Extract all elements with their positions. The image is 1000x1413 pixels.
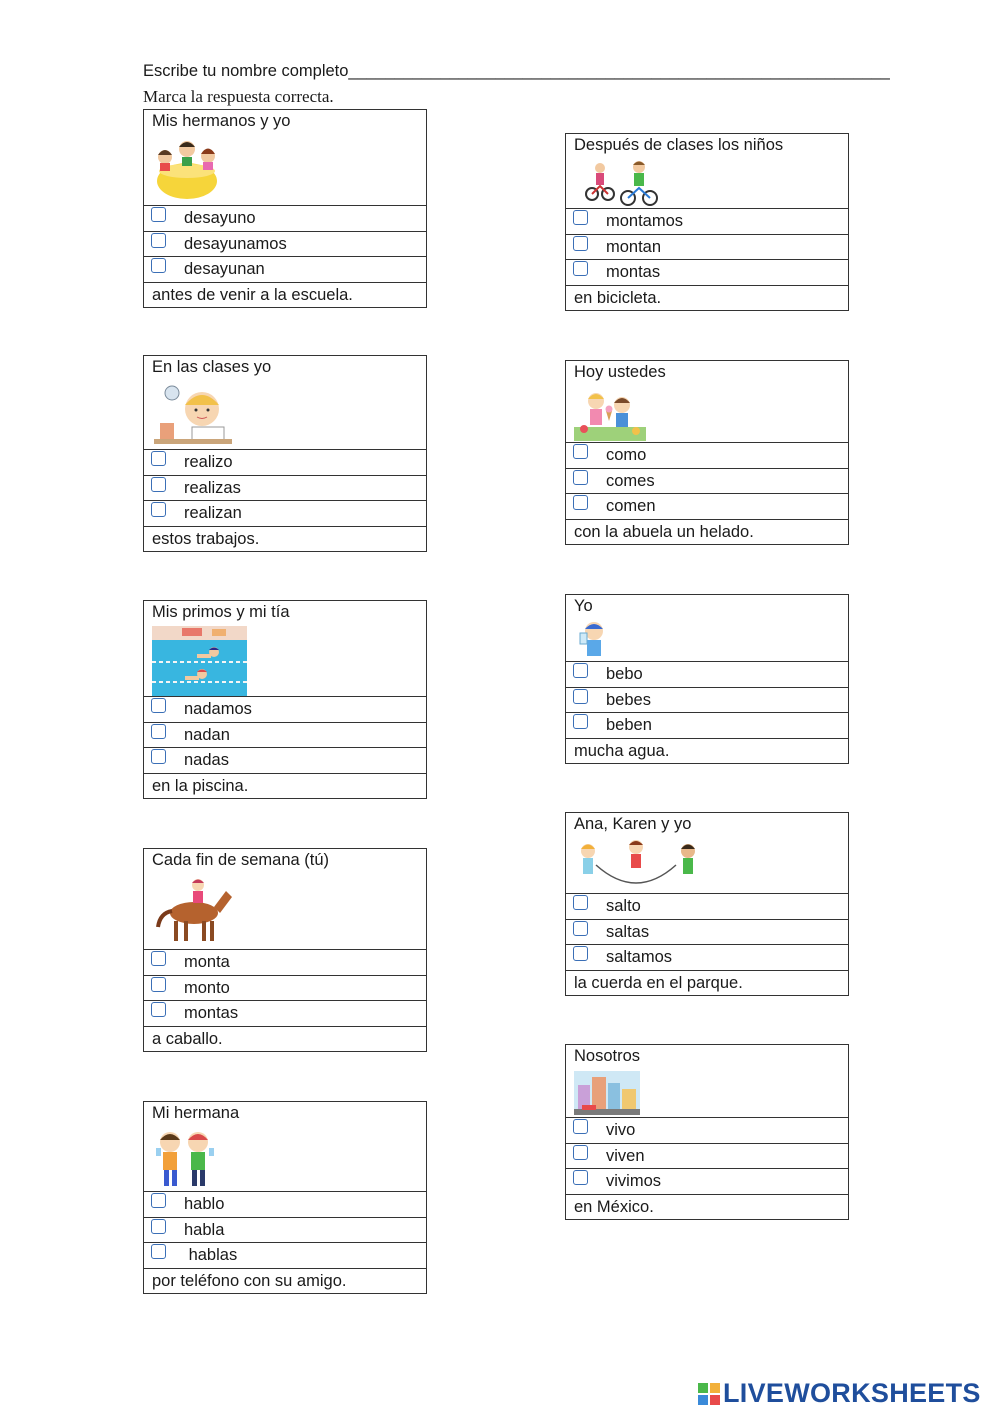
answer-option xyxy=(144,723,426,749)
liveworksheets-logo xyxy=(698,1378,981,1409)
option-label: bebo xyxy=(606,665,643,683)
option-label: nadan xyxy=(184,725,230,744)
option-label: monto xyxy=(184,978,230,997)
option-label: realizan xyxy=(184,504,242,522)
question-subject: Ana, Karen y yo xyxy=(574,815,692,833)
sentence-ending: estos trabajos. xyxy=(152,529,260,548)
answer-checkbox[interactable] xyxy=(573,470,588,485)
option-label: vivimos xyxy=(606,1172,662,1190)
question-box xyxy=(565,360,849,545)
answer-checkbox[interactable] xyxy=(151,477,166,492)
answer-checkbox[interactable] xyxy=(573,261,588,276)
answer-checkbox[interactable] xyxy=(151,977,166,992)
answer-option xyxy=(144,257,426,283)
answer-checkbox[interactable] xyxy=(573,495,588,510)
sentence-ending: a caballo. xyxy=(152,1029,223,1048)
answer-checkbox[interactable] xyxy=(151,1002,166,1017)
answer-checkbox[interactable] xyxy=(151,233,166,248)
answer-option xyxy=(566,260,848,286)
answer-option xyxy=(566,1118,848,1144)
sentence-ending: antes de venir a la escuela. xyxy=(152,285,353,304)
answer-option xyxy=(566,1144,848,1170)
option-label: saltamos xyxy=(606,948,673,966)
question-box xyxy=(143,109,427,308)
question-box xyxy=(565,594,849,764)
answer-option xyxy=(566,713,848,739)
child-writing-picture xyxy=(152,383,234,447)
question-subject: Después de clases los niños xyxy=(574,136,784,154)
option-label: desayuno xyxy=(184,209,256,227)
answer-option xyxy=(144,1218,426,1244)
answer-checkbox[interactable] xyxy=(573,444,588,459)
question-subject: Hoy ustedes xyxy=(574,363,666,381)
question-box xyxy=(143,1101,427,1294)
sentence-ending: con la abuela un helado. xyxy=(574,522,754,541)
option-label: saltas xyxy=(606,922,650,941)
answer-option xyxy=(144,1243,426,1269)
answer-option xyxy=(566,443,848,469)
answer-checkbox[interactable] xyxy=(573,921,588,936)
answer-checkbox[interactable] xyxy=(573,236,588,251)
option-label: habla xyxy=(184,1220,225,1239)
question-subject: Mis hermanos y yo xyxy=(152,112,291,130)
lws-logo-icon xyxy=(698,1383,720,1405)
sentence-ending: en México. xyxy=(574,1197,654,1216)
answer-checkbox[interactable] xyxy=(151,951,166,966)
answer-checkbox[interactable] xyxy=(573,210,588,225)
question-box xyxy=(565,1044,849,1220)
family-eating-picture xyxy=(152,137,222,203)
sentence-ending: mucha agua. xyxy=(574,741,670,760)
answer-option xyxy=(144,976,426,1002)
option-label: desayunamos xyxy=(184,234,287,253)
answer-option xyxy=(144,501,426,527)
question-subject: Yo xyxy=(574,597,593,615)
question-box xyxy=(565,812,849,996)
option-label: hablo xyxy=(184,1195,225,1213)
answer-option xyxy=(566,945,848,971)
sentence-ending: en la piscina. xyxy=(152,776,249,795)
question-box xyxy=(143,848,427,1052)
option-label: nadas xyxy=(184,751,229,769)
answer-checkbox[interactable] xyxy=(151,451,166,466)
answer-checkbox[interactable] xyxy=(151,749,166,764)
option-label: montamos xyxy=(606,212,684,230)
question-subject: En las clases yo xyxy=(152,358,272,376)
logo-text: LIVEWORKSHEETS xyxy=(723,1378,981,1408)
question-subject: Mis primos y mi tía xyxy=(152,603,290,621)
option-label: monta xyxy=(184,953,230,971)
option-label: montan xyxy=(606,237,662,256)
option-label: viven xyxy=(606,1146,645,1165)
answer-option xyxy=(144,450,426,476)
answer-option xyxy=(144,697,426,723)
answer-checkbox[interactable] xyxy=(151,207,166,222)
option-label: nadamos xyxy=(184,700,252,718)
answer-checkbox[interactable] xyxy=(151,1219,166,1234)
answer-checkbox[interactable] xyxy=(573,946,588,961)
option-label: bebes xyxy=(606,690,651,709)
jump-rope-picture xyxy=(576,839,706,891)
option-label: desayunan xyxy=(184,260,265,278)
answer-checkbox[interactable] xyxy=(151,1193,166,1208)
instruction: Marca la respuesta correcta. xyxy=(143,87,334,106)
option-label: montas xyxy=(184,1004,239,1022)
city-picture xyxy=(574,1071,640,1115)
answer-option xyxy=(144,748,426,774)
answer-option xyxy=(144,1001,426,1027)
question-subject: Nosotros xyxy=(574,1047,641,1065)
answer-checkbox[interactable] xyxy=(151,502,166,517)
sentence-ending: la cuerda en el parque. xyxy=(574,973,743,992)
option-label: como xyxy=(606,446,647,464)
answer-checkbox[interactable] xyxy=(151,698,166,713)
option-label: beben xyxy=(606,716,652,734)
answer-checkbox[interactable] xyxy=(151,724,166,739)
answer-option xyxy=(144,206,426,232)
answer-checkbox[interactable] xyxy=(573,714,588,729)
question-box xyxy=(565,133,849,311)
sentence-ending: en bicicleta. xyxy=(574,288,662,307)
question-box xyxy=(143,355,427,552)
option-label: realizo xyxy=(184,453,233,471)
answer-checkbox[interactable] xyxy=(151,258,166,273)
option-label: salto xyxy=(606,897,641,915)
option-label: hablas xyxy=(184,1246,238,1264)
option-label: realizas xyxy=(184,478,241,497)
kids-phone-picture xyxy=(154,1128,216,1188)
girl-horse-picture xyxy=(154,877,234,945)
boy-drinking-picture xyxy=(576,619,612,659)
children-cycling-picture xyxy=(584,158,660,206)
kids-ice-cream-picture xyxy=(574,387,646,441)
answer-checkbox[interactable] xyxy=(573,1119,588,1134)
question-box xyxy=(143,600,427,799)
answer-option xyxy=(566,920,848,946)
question-subject: Cada fin de semana (tú) xyxy=(152,851,330,869)
answer-option xyxy=(144,232,426,258)
answer-checkbox[interactable] xyxy=(573,689,588,704)
answer-checkbox[interactable] xyxy=(573,1145,588,1160)
answer-checkbox[interactable] xyxy=(151,1244,166,1259)
answer-checkbox[interactable] xyxy=(573,1170,588,1185)
answer-checkbox[interactable] xyxy=(573,663,588,678)
answer-option xyxy=(566,494,848,520)
answer-option xyxy=(566,662,848,688)
option-label: comen xyxy=(606,497,656,515)
swimming-pool-picture xyxy=(152,626,247,696)
answer-option xyxy=(566,235,848,261)
answer-option xyxy=(566,209,848,235)
answer-option xyxy=(566,688,848,714)
question-subject: Mi hermana xyxy=(152,1104,240,1122)
answer-option xyxy=(144,476,426,502)
sentence-ending: por teléfono con su amigo. xyxy=(152,1271,347,1290)
answer-option xyxy=(144,950,426,976)
answer-option xyxy=(144,1192,426,1218)
answer-option xyxy=(566,894,848,920)
name-prompt: Escribe tu nombre completo___________________________________________________________ xyxy=(143,62,890,80)
answer-option xyxy=(566,1169,848,1195)
answer-checkbox[interactable] xyxy=(573,895,588,910)
option-label: comes xyxy=(606,471,655,490)
answer-option xyxy=(566,469,848,495)
option-label: montas xyxy=(606,263,661,281)
option-label: vivo xyxy=(606,1121,636,1139)
